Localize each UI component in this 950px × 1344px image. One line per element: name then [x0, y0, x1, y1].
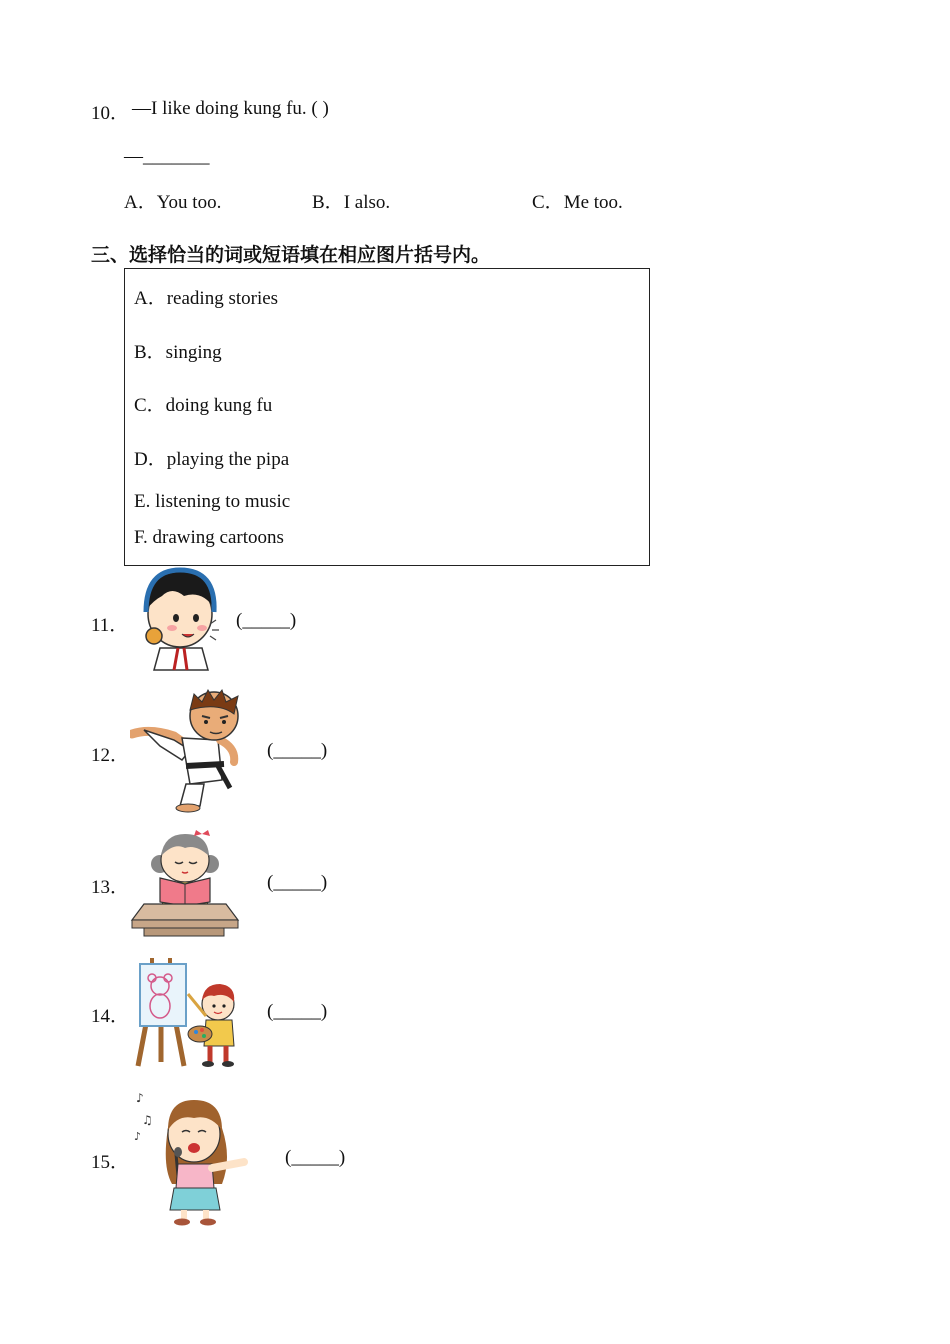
svg-text:♪: ♪ [134, 1130, 142, 1143]
item-number: 15． [91, 1152, 130, 1173]
girl-singing-icon [132, 1088, 250, 1226]
choice-c: C．doing kung fu [134, 395, 273, 416]
answer-blank[interactable]: (_____) [285, 1147, 346, 1168]
choice-f: F. drawing cartoons [134, 527, 284, 548]
answer-blank[interactable]: (_____) [267, 1001, 328, 1022]
choice-a: A．reading stories [134, 288, 279, 309]
choice-d: D．playing the pipa [134, 449, 290, 470]
item-number: 14． [91, 1006, 130, 1027]
choice-box [124, 268, 650, 566]
boy-kung-fu-icon [130, 688, 246, 814]
option-text: I also. [343, 192, 391, 213]
option-text: You too. [156, 192, 222, 213]
boy-headphones-icon [132, 566, 224, 672]
svg-text:♪: ♪ [136, 1091, 144, 1105]
section-heading: 三、选择恰当的词或短语填在相应图片括号内。 [91, 244, 491, 266]
answer-line: —_______ [124, 146, 210, 167]
option-b[interactable] [312, 187, 390, 214]
item-number: 11． [91, 615, 129, 636]
option-text: Me too. [563, 192, 623, 213]
option-letter: A． [124, 192, 157, 213]
question-prompt: —I like doing kung fu. ( ) [132, 98, 329, 119]
option-a[interactable] [124, 187, 221, 214]
item-number: 13． [91, 877, 130, 898]
answer-blank[interactable]: (_____) [267, 740, 328, 761]
option-c[interactable] [532, 187, 623, 214]
question-number: 10． [91, 103, 130, 124]
choice-b: B．singing [134, 342, 222, 363]
answer-blank[interactable]: (_____) [236, 610, 297, 631]
item-number: 12． [91, 745, 130, 766]
answer-blank[interactable]: (_____) [267, 872, 328, 893]
girl-reading-icon [130, 826, 240, 938]
option-letter: B． [312, 192, 344, 213]
choice-e: E. listening to music [134, 491, 291, 512]
option-letter: C． [532, 192, 564, 213]
child-drawing-icon [134, 954, 240, 1068]
svg-text:♫: ♫ [142, 1113, 153, 1127]
